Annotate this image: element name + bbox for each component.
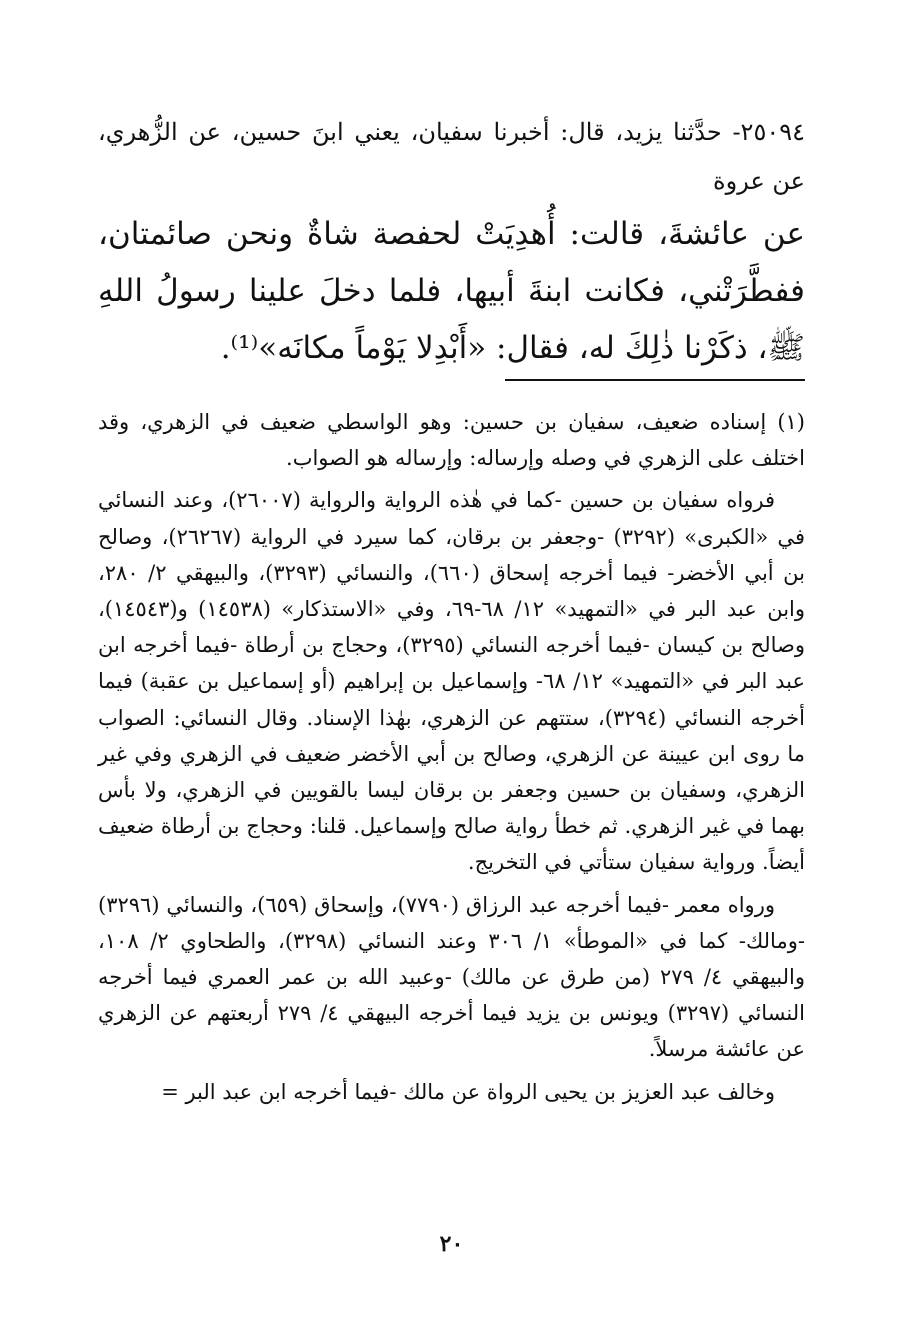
hadith-text: عن عائشةَ، قالت: أُهدِيَتْ لحفصة شاةٌ ونحن صائمتان، ففطَّرَتْني، فكانت ابنةَ أبيها، فلما دخلَ علينا رسولُ اللهِ ﷺ، ذكَرْنا ذٰلِكَ له، فقال: «أَبْدِلا يَوْماً مكانَه»⁽¹⁾. — [98, 216, 805, 366]
footnote-paragraph: (١) إسناده ضعيف، سفيان بن حسين: وهو الواسطي ضعيف في الزهري، وقد اختلف على الزهري في وصله وإرساله: وإرساله هو الصواب. — [98, 410, 805, 471]
footnote-separator — [505, 379, 805, 381]
footnotes — [98, 404, 805, 1116]
footnote-paragraph: ورواه معمر -فيما أخرجه عبد الرزاق (٧٧٩٠)، وإسحاق (٦٥٩)، والنسائي (٣٢٩٦) -ومالك- كما في «الموطأ» ١/ ٣٠٦ وعند النسائي (٣٢٩٨)، والطحاوي ٢/ ١٠٨، والبيهقي ٤/ ٢٧٩ (من طرق عن مالك) -وعبيد الله بن عمر العمري فيما أخرجه النسائي (٣٢٩٧) ويونس بن يزيد فيما أخرجه البيهقي ٤/ ٢٧٩ أربعتهم عن الزهري عن عائشة مرسلاً. — [98, 892, 805, 1062]
footnote-paragraph: فرواه سفيان بن حسين -كما في هٰذه الرواية والرواية (٢٦٠٠٧)، وعند النسائي في «الكبرى» (٣٢٩٢) -وجعفر بن برقان، كما سيرد في الرواية (٢٦٢٦٧)، وصالح بن أبي الأخضر- فيما أخرجه إسحاق (٦٦٠)، والنسائي (٣٢٩٣)، والبيهقي ٢/ ٢٨٠، وابن عبد البر في «التمهيد» ١٢/ ٦٨-٦٩، وفي «الاستذكار» (١٤٥٣٨) و(١٤٥٤٣)، وصالح بن كيسان -فيما أخرجه النسائي (٣٢٩٥)، وحجاج بن أرطاة -فيما أخرجه ابن عبد البر في «التمهيد» ١٢/ ٦٨- وإسماعيل بن إبراهيم (أو إسماعيل بن عقبة) فيما أخرجه النسائي (٣٢٩٤)، ستتهم عن الزهري، بهٰذا الإسناد. وقال النسائي: الصواب ما روى ابن عيينة عن الزهري، وصالح بن أبي الأخضر ضعيف في الزهري وفي غير الزهري، وسفيان بن حسين وجعفر بن برقان ليسا بالقويين في الزهري، ولا بأس بهما في غير الزهري. ثم خطأ رواية صالح وإسماعيل. قلنا: وحجاج بن أرطاة ضعيف أيضاً. ورواية سفيان ستأتي في التخريج. — [98, 488, 806, 875]
footnote-paragraph: وخالف عبد العزيز بن يحيى الرواة عن مالك -فيما أخرجه ابن عبد البر = — [161, 1079, 775, 1104]
hadith-isnad: ٢٥٠٩٤- حدَّثنا يزيد، قال: أخبرنا سفيان، يعني ابنَ حسين، عن الزُّهري، عن عروة — [98, 118, 805, 195]
page-number: ٢٠ — [439, 1231, 464, 1257]
